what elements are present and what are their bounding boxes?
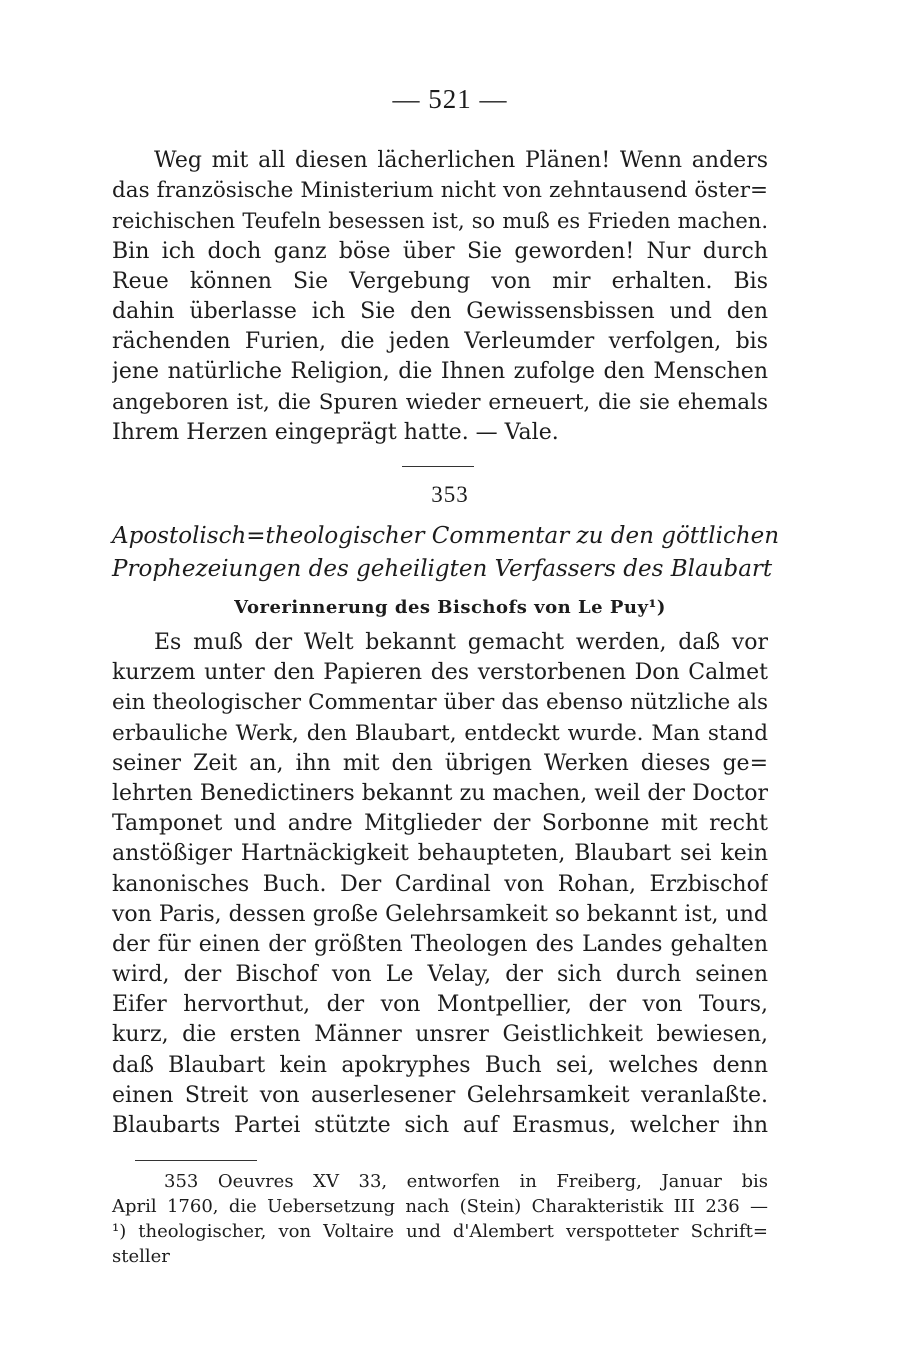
body-text (112, 628, 768, 1141)
text-line: Tamponet und andre Mitglieder der Sorbonne mit recht (112, 811, 768, 837)
text-line: Reue können Sie Vergebung von mir erhalten. Bis (112, 268, 768, 294)
text-line: dahin überlasse ich Sie den Gewissensbissen und den (112, 298, 768, 324)
footnote-line: April 1760, die Uebersetzung nach (Stein) Charakteristik III 236 — (112, 1196, 768, 1217)
text-line: kanonisches Buch. Der Cardinal von Rohan, Erzbischof (112, 871, 768, 897)
footnotes (112, 1169, 768, 1269)
text-line: angeboren ist, die Spuren wieder erneuert, die sie ehemals (112, 389, 768, 415)
text-line: Blaubarts Partei stützte sich auf Erasmus, welcher ihn (112, 1113, 768, 1138)
text-line: daß Blaubart kein apokryphes Buch sei, welches denn (112, 1052, 768, 1078)
section-title (112, 520, 780, 586)
text-line: rächenden Furien, die jeden Verleumder verfolgen, bis (112, 329, 768, 355)
text-line: seiner Zeit an, ihn mit den übrigen Werken dieses ge= (112, 750, 768, 776)
text-line: das französische Ministerium nicht von zehntausend öster= (112, 178, 768, 204)
section-number: 353 (431, 482, 469, 507)
footnote-line: ¹) theologischer, von Voltaire und d'Alembert verspotteter Schrift= (112, 1221, 768, 1242)
section-divider (402, 466, 474, 467)
footnote-line: 353 Oeuvres XV 33, entworfen in Freiberg, Januar bis (164, 1171, 768, 1192)
section-title-line: Apostolisch=theologischer Commentar zu den göttlichen (112, 523, 780, 549)
text-line: kurz, die ersten Männer unsrer Geistlichkeit bewiesen, (112, 1022, 768, 1048)
text-line: kurzem unter den Papieren des verstorbenen Don Calmet (112, 660, 768, 686)
text-line: Ihrem Herzen eingeprägt hatte. — Vale. (112, 419, 559, 445)
text-line: einen Streit von auserlesener Gelehrsamkeit veranlaßte. (112, 1082, 768, 1108)
footnote-line: steller (112, 1246, 170, 1267)
text-line: von Paris, dessen große Gelehrsamkeit so bekannt ist, und (112, 901, 768, 927)
section-title-line: Prophezeiungen des geheiligten Verfassers des Blaubart (112, 556, 773, 582)
text-line: erbauliche Werk, den Blaubart, entdeckt wurde. Man stand (112, 720, 768, 746)
text-line: Bin ich doch ganz böse über Sie geworden! Nur durch (112, 238, 768, 264)
text-line: reichischen Teufeln besessen ist, so muß es Frieden machen. (112, 209, 768, 234)
text-line: ein theologischer Commentar über das ebenso nützliche als (112, 690, 768, 716)
page-number: — 521 — (392, 84, 508, 114)
text-line: lehrten Benedictiners bekannt zu machen, weil der Doctor (112, 780, 768, 806)
text-line: Es muß der Welt bekannt gemacht werden, daß vor (154, 630, 768, 655)
subheading: Vorerinnerung des Bischofs von Le Puy¹) (234, 597, 666, 618)
text-line: anstößiger Hartnäckigkeit behaupteten, Blaubart sei kein (112, 841, 768, 867)
text-line: der für einen der größten Theologen des Landes gehalten (112, 931, 768, 957)
text-line: Eifer hervorthut, der von Montpellier, der von Tours, (112, 992, 768, 1018)
text-line: Weg mit all diesen lächerlichen Plänen! Wenn anders (154, 148, 768, 173)
text-line: jene natürliche Religion, die Ihnen zufolge den Menschen (112, 359, 768, 385)
footnote-rule (135, 1160, 257, 1161)
letter-ending (112, 146, 768, 448)
text-line: wird, der Bischof von Le Velay, der sich durch seinen (112, 962, 768, 988)
